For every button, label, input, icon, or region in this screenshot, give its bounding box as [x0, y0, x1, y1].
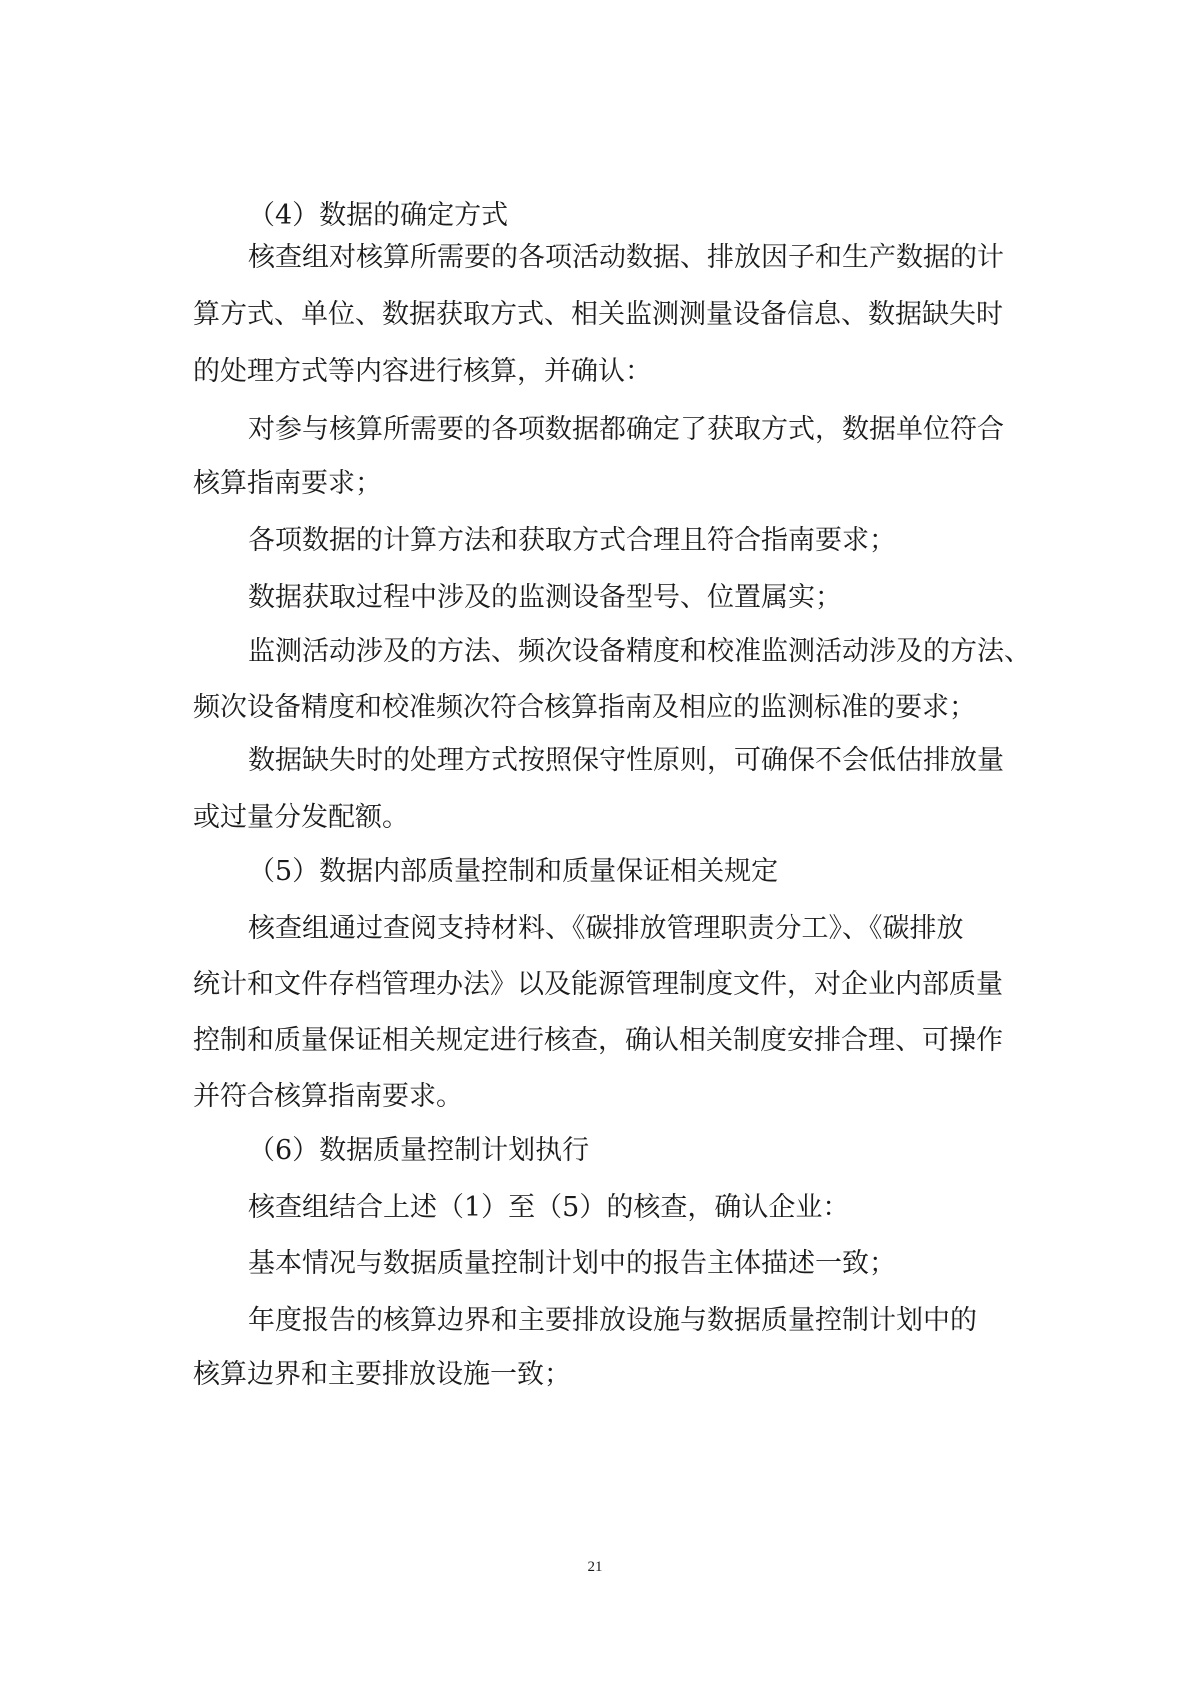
paragraph-line: 控制和质量保证相关规定进行核查，确认相关制度安排合理、可操作 [193, 1025, 1003, 1056]
paragraph-line: 频次设备精度和校准频次符合核算指南及相应的监测标准的要求； [193, 692, 976, 723]
paragraph-line: 核查组结合上述（1）至（5）的核查，确认企业： [248, 1192, 850, 1223]
paragraph-line: 统计和文件存档管理办法》以及能源管理制度文件，对企业内部质量 [193, 969, 1003, 1000]
paragraph-line: 数据获取过程中涉及的监测设备型号、位置属实； [248, 582, 842, 613]
paragraph-line: 核查组通过查阅支持材料、《碳排放管理职责分工》、《碳排放 [248, 913, 964, 944]
paragraph-line: 核算指南要求； [193, 468, 382, 499]
paragraph-line: 基本情况与数据质量控制计划中的报告主体描述一致； [248, 1248, 896, 1279]
page-number: 21 [587, 1559, 603, 1575]
paragraph-line: 监测活动涉及的方法、频次设备精度和校准监测活动涉及的方法、 [248, 636, 1031, 667]
paragraph-line: 核查组对核算所需要的各项活动数据、排放因子和生产数据的计 [248, 242, 1004, 273]
paragraph-line: 的处理方式等内容进行核算，并确认： [193, 356, 652, 387]
heading-5-internal-quality-control: （5）数据内部质量控制和质量保证相关规定 [248, 856, 779, 887]
heading-6-quality-plan-execution: （6）数据质量控制计划执行 [248, 1135, 590, 1166]
paragraph-line: 算方式、单位、数据获取方式、相关监测测量设备信息、数据缺失时 [193, 299, 1003, 330]
paragraph-line: 并符合核算指南要求。 [193, 1081, 463, 1112]
paragraph-line: 年度报告的核算边界和主要排放设施与数据质量控制计划中的 [248, 1305, 977, 1336]
paragraph-line: 各项数据的计算方法和获取方式合理且符合指南要求； [248, 525, 896, 556]
paragraph-line: 或过量分发配额。 [193, 802, 409, 833]
heading-4-data-determination: （4）数据的确定方式 [248, 200, 509, 231]
paragraph-line: 核算边界和主要排放设施一致； [193, 1359, 571, 1390]
paragraph-line: 对参与核算所需要的各项数据都确定了获取方式，数据单位符合 [248, 414, 1004, 445]
paragraph-line: 数据缺失时的处理方式按照保守性原则，可确保不会低估排放量 [248, 745, 1004, 776]
